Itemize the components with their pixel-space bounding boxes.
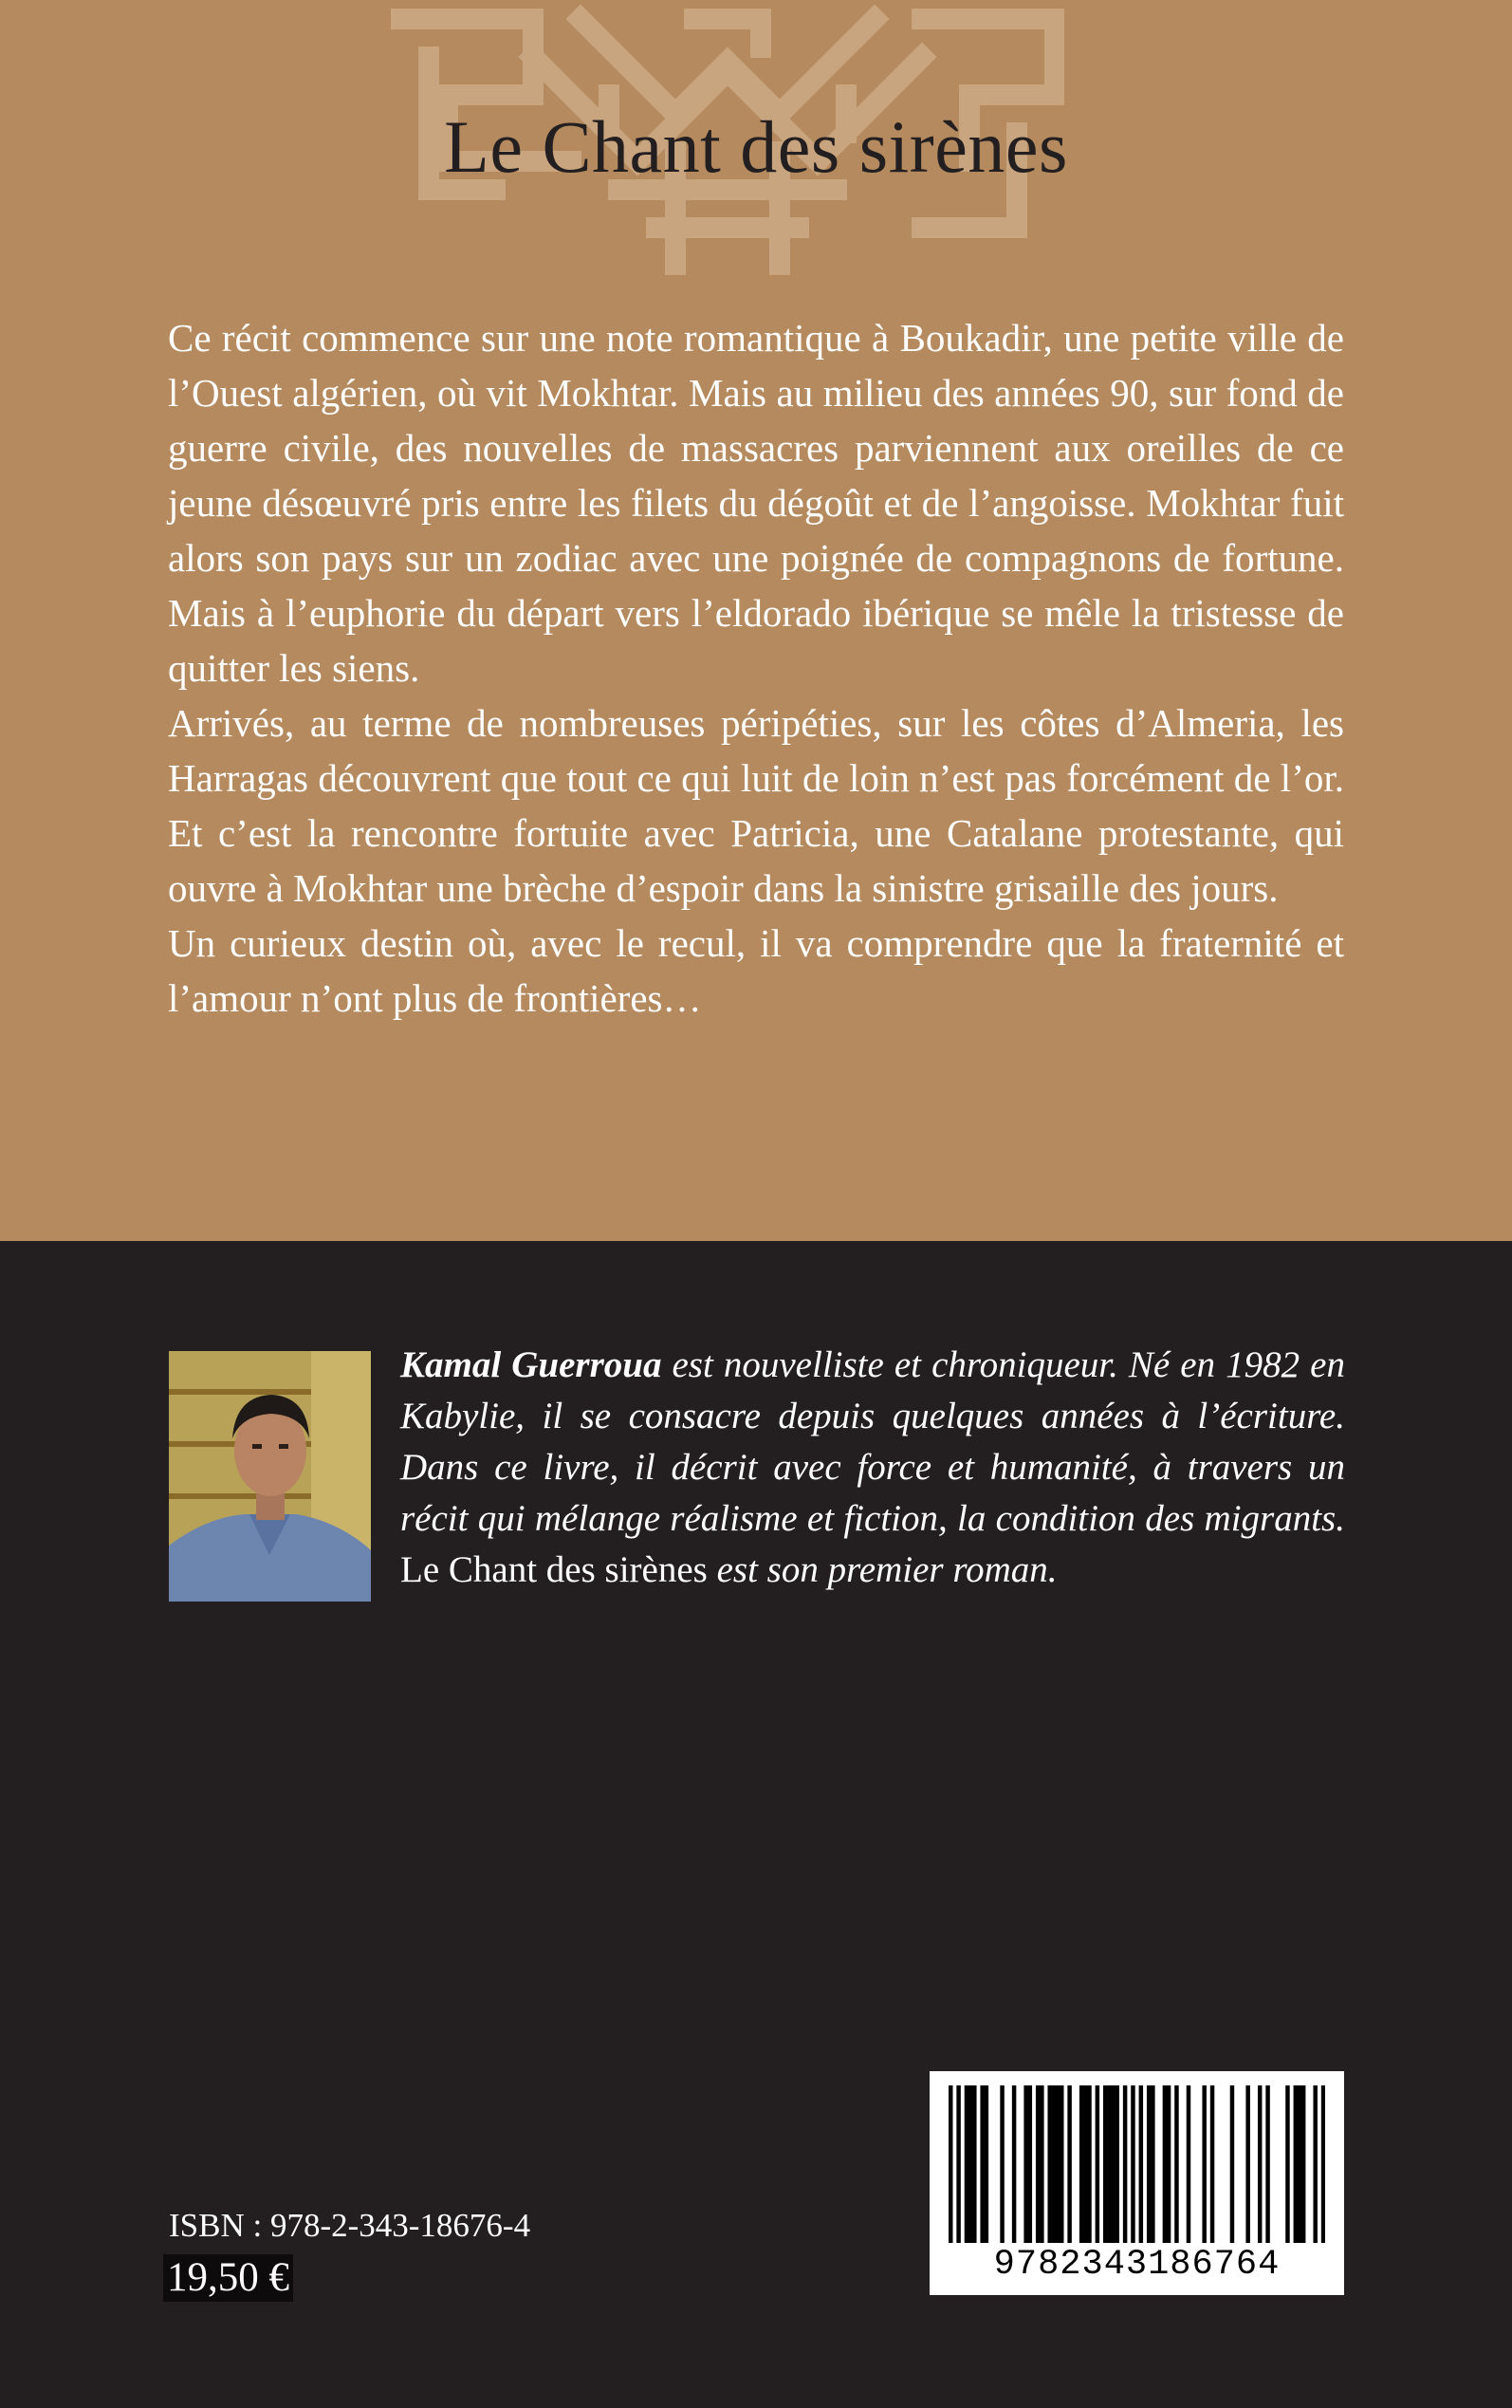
barcode-bar: [1012, 2085, 1016, 2243]
barcode-bar: [1298, 2085, 1301, 2243]
author-bio: [400, 1340, 1345, 1596]
barcode-bar: [1151, 2085, 1154, 2243]
barcode-bar: [1052, 2085, 1056, 2243]
barcode-bar: [1000, 2085, 1004, 2243]
barcode-bar: [1028, 2085, 1032, 2243]
barcode-bar: [1087, 2085, 1091, 2243]
barcode-bar: [1174, 2085, 1178, 2243]
barcode: [930, 2071, 1344, 2295]
barcode-bar: [1167, 2085, 1171, 2243]
barcode-bar: [949, 2085, 952, 2243]
blurb-paragraph: Un curieux destin où, avec le recul, il va comprendre que la fraternité et l’amour n’ont plus de frontières…: [168, 921, 1344, 1020]
barcode-bar: [1056, 2085, 1060, 2243]
barcode-bar: [1230, 2085, 1234, 2243]
barcode-number: 9782343186764: [993, 2245, 1281, 2285]
book-title: Le Chant des sirènes: [444, 105, 1068, 188]
barcode-bar: [1301, 2085, 1305, 2243]
barcode-bar: [1265, 2085, 1269, 2243]
barcode-bar: [1040, 2085, 1043, 2243]
blurb-paragraph: Ce récit commence sur une note romantique à Boukadir, une petite ville de l’Ouest algérien, où vit Mokhtar. Mais au milieu des années 90, sur fond de guerre civile, des nouvelles de massacres parviennent aux oreilles de ce jeune désœuvré pris entre les filets du dégoût et de l’angoisse. Mokhtar fuit alors son pays sur un zodiac avec une poignée de compagnons de fortune. Mais à l’euphorie du départ vers l’eldorado ibérique se mêle la tristesse de quitter les siens.: [168, 316, 1344, 690]
barcode-bar: [968, 2085, 972, 2243]
barcode-bar: [1111, 2085, 1115, 2243]
barcode-bar: [1294, 2085, 1298, 2243]
barcode-bar: [1245, 2085, 1249, 2243]
barcode-bar: [1285, 2085, 1289, 2243]
barcode-bar: [1060, 2085, 1063, 2243]
barcode-bar: [972, 2085, 976, 2243]
barcode-bar: [1321, 2085, 1325, 2243]
barcode-bar: [1139, 2085, 1143, 2243]
barcode-bar: [1036, 2085, 1040, 2243]
barcode-bar: [980, 2085, 984, 2243]
barcode-bar: [1116, 2085, 1119, 2243]
barcode-bar: [1313, 2085, 1317, 2243]
barcode-bar: [1202, 2085, 1206, 2243]
barcode-bar: [1147, 2085, 1151, 2243]
barcode-bar: [1079, 2085, 1083, 2243]
barcode-bar: [1067, 2085, 1071, 2243]
barcode-bar: [1258, 2085, 1262, 2243]
barcode-bars: [949, 2085, 1325, 2243]
barcode-bar: [1210, 2085, 1214, 2243]
book-title-reference: Le Chant des sirènes: [400, 1549, 708, 1590]
barcode-bar: [1131, 2085, 1134, 2243]
price: 19,50 €: [163, 2254, 293, 2302]
barcode-bar: [1123, 2085, 1127, 2243]
barcode-bar: [1083, 2085, 1087, 2243]
barcode-bar: [1047, 2085, 1051, 2243]
barcode-bar: [965, 2085, 968, 2243]
barcode-bar: [1107, 2085, 1111, 2243]
barcode-bar: [1023, 2085, 1027, 2243]
barcode-bar: [1096, 2085, 1099, 2243]
isbn: ISBN : 978-2-343-18676-4: [169, 2207, 531, 2244]
author-name: Kamal Guerroua: [400, 1344, 662, 1385]
barcode-bar: [1103, 2085, 1107, 2243]
author-bio-text: est nouvelliste et chroniqueur. Né en 1982 en Kabylie, il se consacre depuis quelques années à l’écriture. Dans ce livre, il décrit avec force et humanité, à travers un récit qui mélange réalisme et fiction, la condition des migrants.: [400, 1344, 1345, 1539]
back-cover-blurb: [168, 310, 1344, 1026]
barcode-bar: [1187, 2085, 1190, 2243]
blurb-paragraph: Arrivés, au terme de nombreuses péripéties, sur les côtes d’Almeria, les Harragas découvrent que tout ce qui luit de loin n’est pas forcément de l’or. Et c’est la rencontre fortuite avec Patricia, une Catalane protestante, qui ouvre à Mokhtar une brèche d’espoir dans la sinistre grisaille des jours.: [168, 701, 1344, 910]
barcode-bar: [956, 2085, 960, 2243]
barcode-bar: [985, 2085, 988, 2243]
author-photo: [169, 1351, 371, 1602]
barcode-bar: [1163, 2085, 1167, 2243]
author-bio-text-end: est son premier roman.: [707, 1549, 1058, 1590]
